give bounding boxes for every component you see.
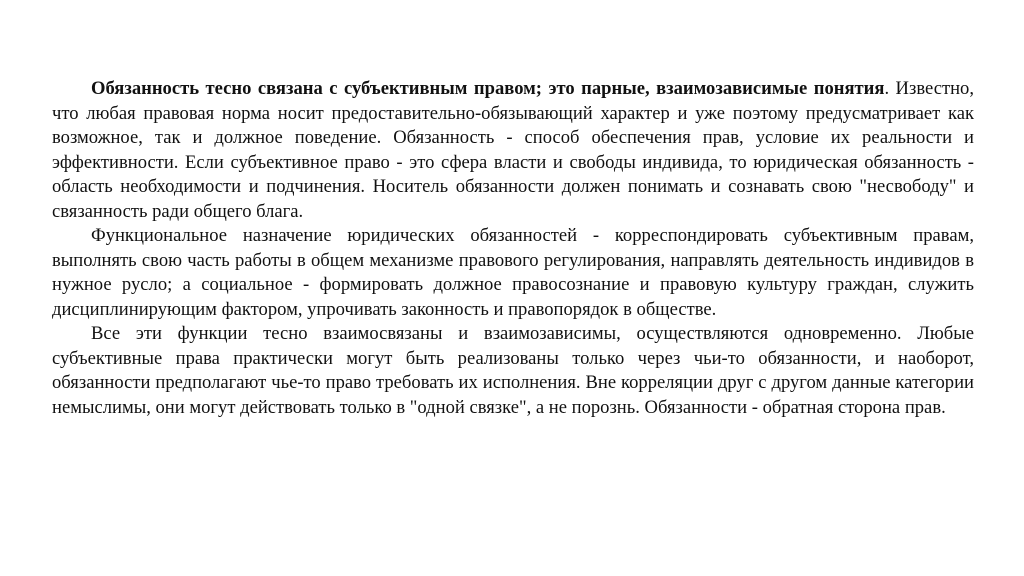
- paragraph-3: [52, 322, 974, 420]
- paragraph-2-text: Функциональное назначение юридических обязанностей - корреспондировать субъективным правам, выполнять свою часть работы в общем механизме правового регулирования, направлять деятельность индивидов в нужное русло; а социальное - формировать должное правосознание и правовую культуру граждан, служить дисциплинирующим фактором, упрочивать законность и правопорядок в обществе.: [52, 225, 974, 320]
- text-block: [52, 77, 974, 420]
- paragraph-2: [52, 224, 974, 322]
- paragraph-1-bold-lead: Обязанность тесно связана с субъективным правом; это парные, взаимозависимые понятия: [91, 78, 885, 99]
- paragraph-1-text: . Известно, что любая правовая норма носит предоставительно-обязывающий характер и уже поэтому предусматривает как возможное, так и должное поведение. Обязанность - способ обеспечения прав, условие их реальности и эффективности. Если субъективное право - это сфера власти и свободы индивида, то юридическая обязанность - область необходимости и подчинения. Носитель обязанности должен понимать и сознавать свою "несвободу" и связанность ради общего блага.: [52, 78, 974, 222]
- paragraph-1: [52, 77, 974, 224]
- paragraph-3-text: Все эти функции тесно взаимосвязаны и взаимозависимы, осуществляются одновременно. Любые субъективные права практически могут быть реализованы только через чьи-то обязанности, и наоборот, обязанности предполагают чье-то право требовать их исполнения. Вне корреляции друг с другом данные категории немыслимы, они могут действовать только в "одной связке", а не порознь. Обязанности - обратная сторона прав.: [52, 323, 974, 418]
